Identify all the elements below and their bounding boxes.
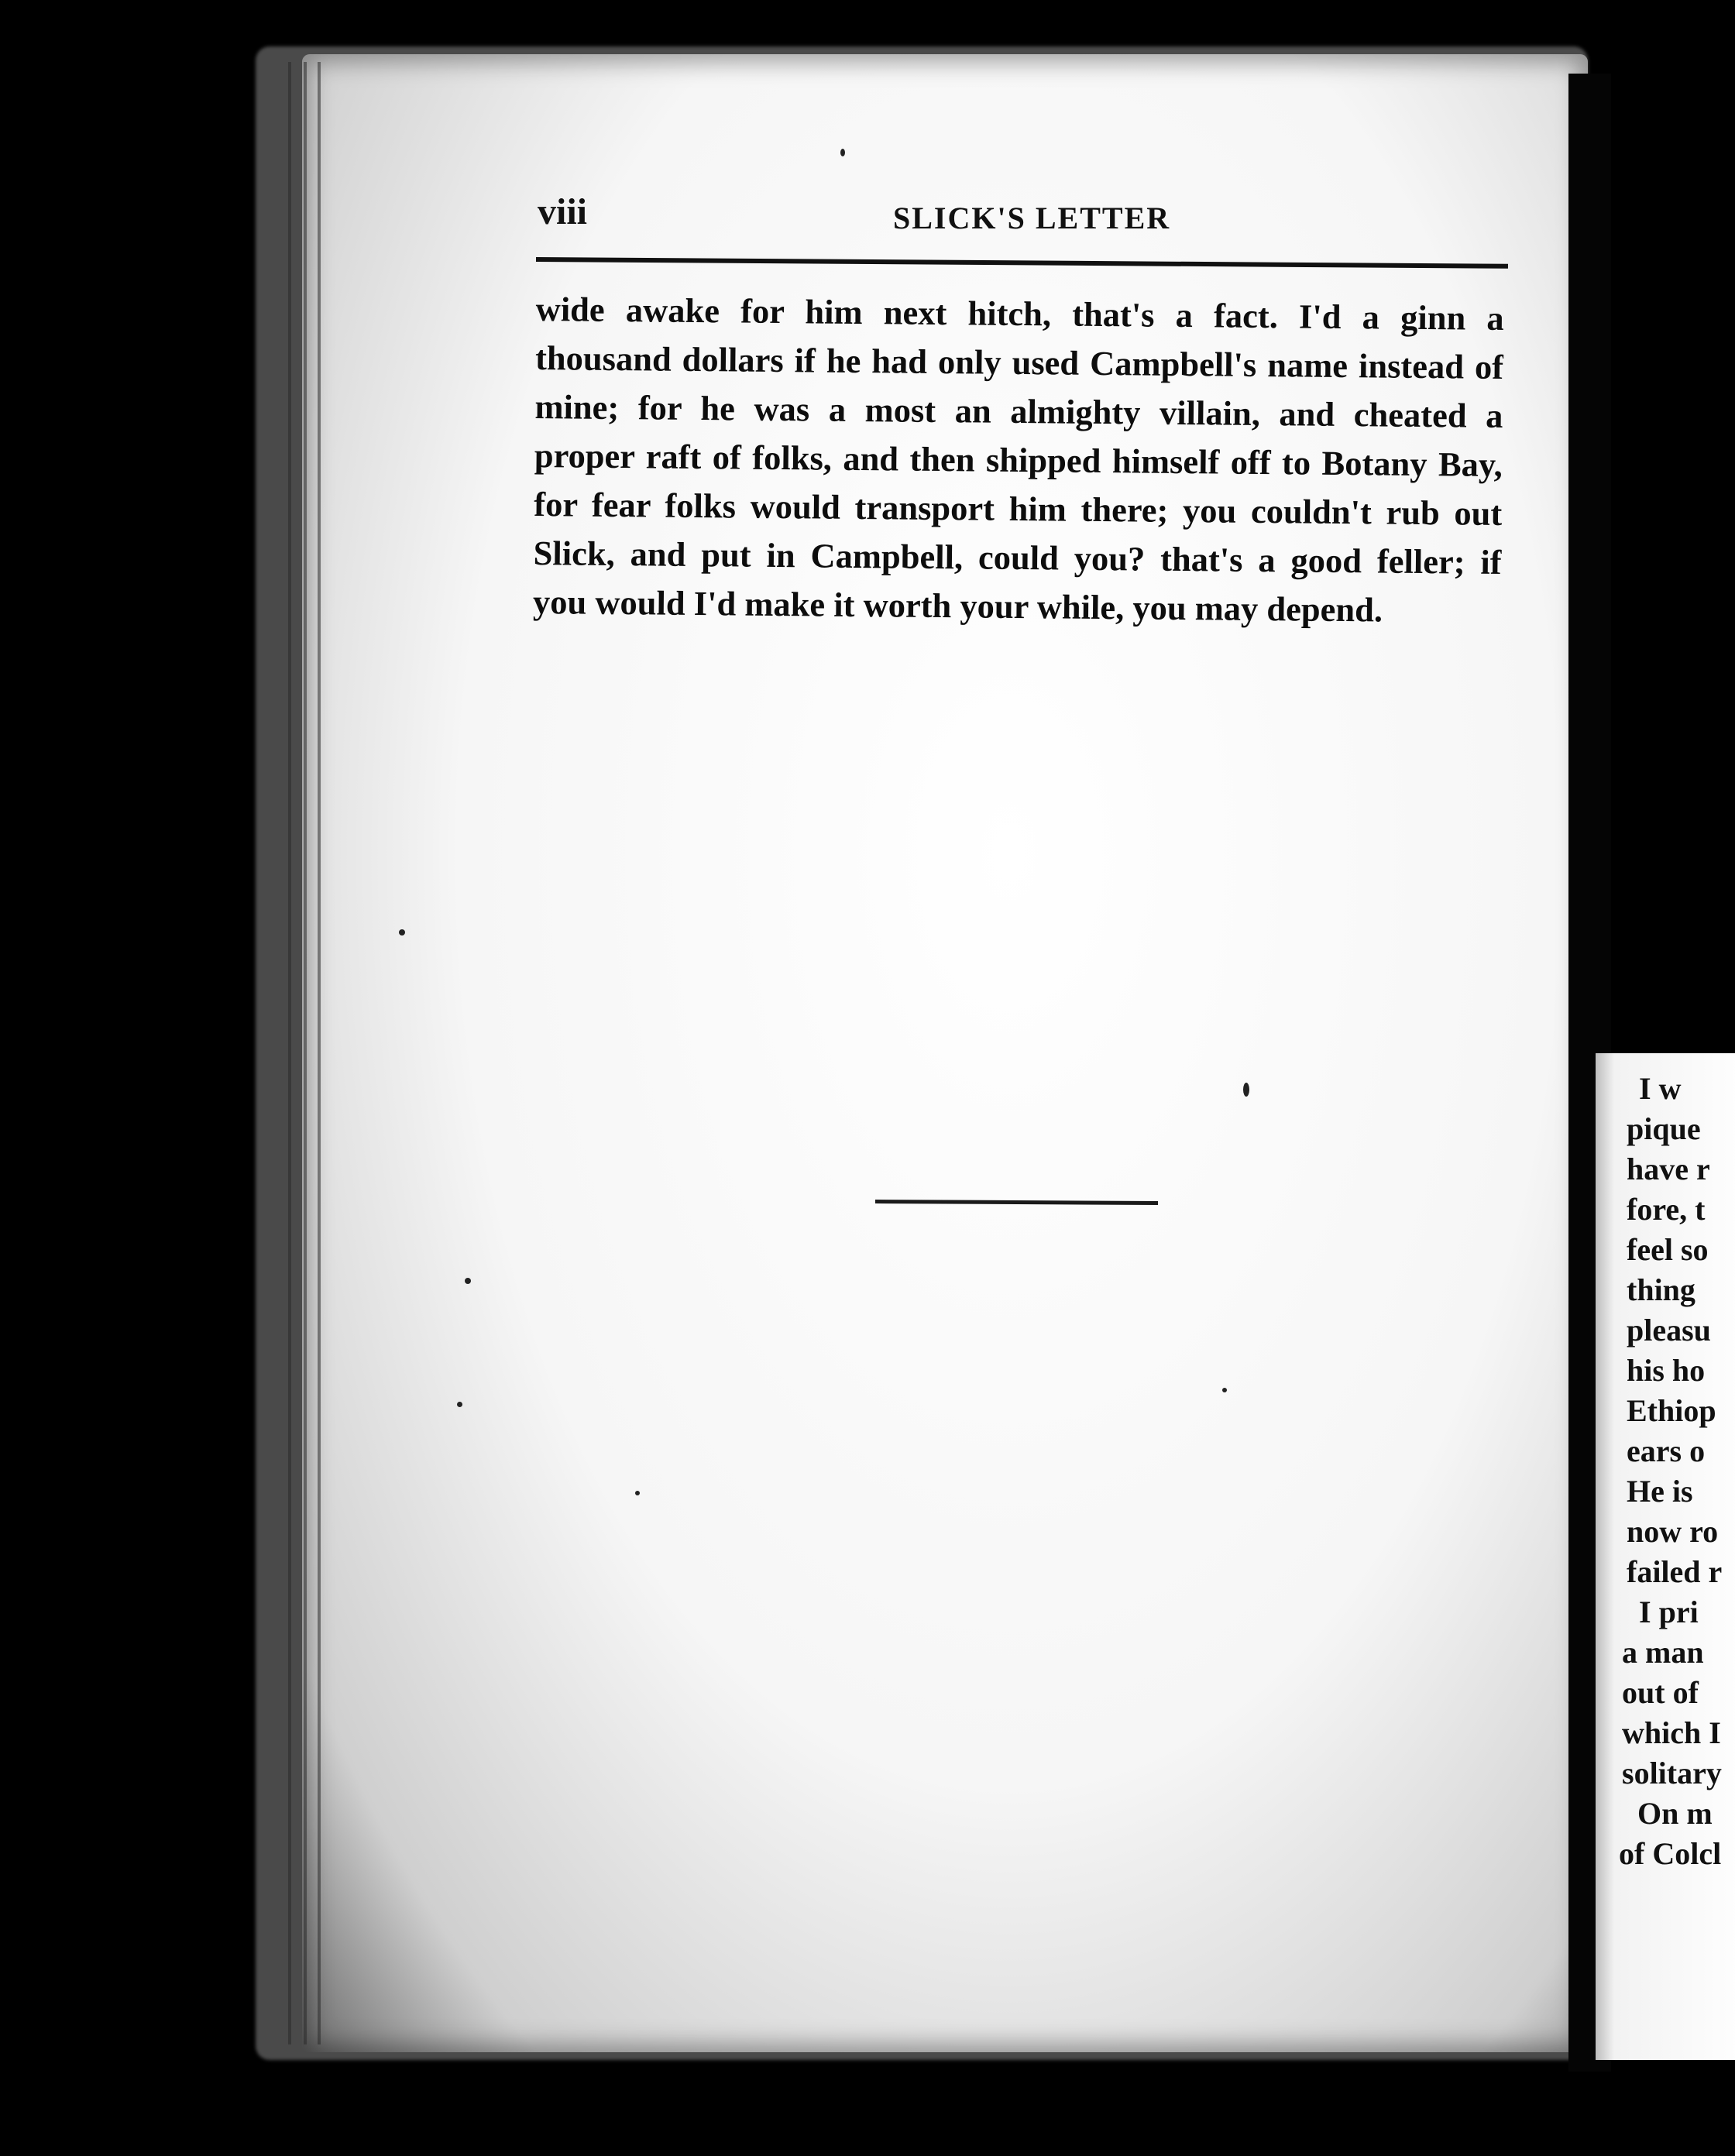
page-number: viii [538,191,588,232]
facing-page-text [1596,1053,1735,2060]
body-text [533,285,1504,636]
facing-page-line: have r [1627,1152,1710,1186]
facing-page-line: thing [1627,1272,1695,1307]
dust-speck [399,929,405,936]
dust-speck [840,149,845,156]
facing-page-line: solitary [1622,1756,1722,1790]
page-edge-line [288,62,291,2044]
dust-speck [457,1402,462,1407]
facing-page-line: failed r [1627,1554,1723,1589]
facing-page-line: which I [1622,1715,1721,1750]
dust-speck [1222,1388,1227,1392]
facing-page-line: I w [1639,1071,1682,1106]
dust-speck [465,1278,471,1284]
facing-page-line: feel so [1627,1232,1709,1267]
text-line: you would I'd make it worth your while, you may depend. [532,582,1383,630]
dust-speck [1243,1083,1249,1097]
running-head-title: SLICK'S LETTER [893,201,1171,235]
facing-page-line: Ethiop [1627,1393,1716,1428]
page-edge-line [318,62,321,2044]
page-edge-line [304,62,307,2044]
facing-page-line: of Colcl [1619,1836,1722,1871]
facing-page-line: pique [1627,1111,1701,1146]
facing-page-line: He is [1627,1474,1693,1509]
facing-page-line: a man [1622,1635,1704,1670]
facing-page-line: fore, t [1627,1192,1706,1227]
facing-page-line: out of [1622,1675,1699,1710]
facing-page-line: his ho [1627,1353,1706,1388]
facing-page-line: On m [1637,1796,1713,1831]
facing-page-dark [1611,93,1735,1038]
text-line: for fear folks would transport him there; you couldn't rub out [534,484,1503,533]
text-line: mine; for he was a most an almighty villain, and cheated a [534,386,1503,435]
text-line: thousand dollars if he had only used Campbell's name instead of [534,338,1504,386]
text-line: wide awake for him next hitch, that's a fact. I'd a ginn a [535,289,1504,338]
facing-page-line: pleasu [1627,1313,1711,1348]
facing-page-line: ears o [1627,1433,1706,1468]
text-line: proper raft of folks, and then shipped himself off to Botany Bay, [534,435,1503,484]
text-line: Slick, and put in Campbell, could you? that's a good feller; if [533,533,1502,582]
dust-speck [635,1491,640,1495]
facing-page-line: now ro [1627,1514,1719,1549]
facing-page-line: I pri [1639,1595,1699,1629]
